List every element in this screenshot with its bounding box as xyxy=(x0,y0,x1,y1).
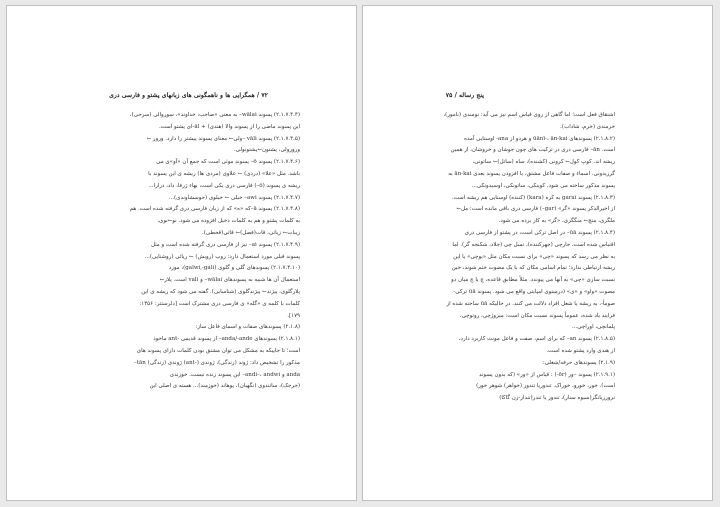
page-header xyxy=(363,92,712,104)
text-line: نرورزیانگر(سیوه سنار)، تندور یا تندر(تندار-زن گاکا) xyxy=(499,395,615,402)
text-line: anda و andi–، andwi– این پسوند زنده نیست. خوزندی xyxy=(169,371,300,378)
text-line: (۲.۱.۹.۱) پسوند –ور (ōr-) : قیاس از «ور» (که بدون پسوند xyxy=(479,371,615,378)
left-page xyxy=(6,5,357,501)
text-line: مذکور را تشخیص داد: ژوند (زندگی)، ژوندی (-ant) ژوندی (زندگی) tān– xyxy=(134,359,300,366)
text-line: (۲.۱.۷.۴.۴) پسوند wālai– به معنی «صاحب، خداوند»، سوروالی (سرحی)، xyxy=(129,112,300,118)
text-line: (۲.۱.۷.۴.۹) پسوند ai– نیز از فارسی دری گرفته شده است و مثل xyxy=(150,241,300,248)
text-line: (۲.۱.۸.۴) پسوند ūā– در اصل ترکی است، در پشتو از فارسی دری xyxy=(464,229,615,236)
text-line: است). خور، خورو، خوراک. تندوریا تندور (خواهر) شوهر خور) xyxy=(476,383,615,390)
text-line: صوماً-، به ریشه یا شغل افراد دلالت می کنند. در حالیکه ūā ساخته شده از xyxy=(446,300,615,307)
text-line: (جرجک)، ساتندوی (نگهبان)، پوهاند (خوزمند)... هسته ی اصلی این xyxy=(149,383,300,390)
text-line: (۲.۱.۸.۱) پسوندهای anda/-ande– از پسوند قدیمی -ant ماخوذ xyxy=(153,336,300,343)
text-line: پلمانچی، اوراچی... xyxy=(572,324,615,331)
text-line: پسوند قبلی مورد استعمال دارد: روپ (روبش) ← رپائی (روشنایی)... xyxy=(144,253,300,260)
running-header: پنج رساله / ۷۵ xyxy=(445,92,484,99)
page-body xyxy=(55,110,300,480)
text-line: از هندی وارد پشتو شده است. xyxy=(546,347,615,354)
text-line: پسوند مذکور ساخته می شود. کوینکی، ساتونکی، اوسیدونکی... xyxy=(471,182,615,189)
text-line: (۲.۱.۷.۴.۱۰) پسوندهای گلی و گلوی (galwi,-gali)، مورد xyxy=(168,265,300,272)
text-line: خرمندی (خرم، شاداب). xyxy=(560,123,615,130)
text-line: استعمال آن ها شبیه به پسوندهای wālai– و vali است. پلار← xyxy=(159,277,300,284)
text-line: ریشه ارتباطی ندارد؛ تمام اسامی مکان که با یک مصوت ختم شوند، حین xyxy=(451,265,615,272)
text-line: (۲.۱.۹) پسوندهای حرفه/شغلی: xyxy=(542,359,615,366)
text-line: اشتقاق فعل است؛ اما گاهی از روی قیاس اسم نیز می آید: نومندی (نامور)، xyxy=(443,112,615,118)
page-body xyxy=(425,110,615,480)
text-line: کلمات با کلمه ی «گله» ی فارسی دری مشترک است [دلرستتر: ۱۳۵۶: xyxy=(139,300,300,307)
running-header: ۷۲ / همگرایی ها و ناهمگونی های زبانهای پشتو و فارسی دری xyxy=(109,92,268,99)
text-line: به کلمات پشتو و هم به کلمات دخیل افزوده می شود. نو←نوی، xyxy=(157,218,300,225)
text-line: (۲.۱.۷.۴.۶) پسوند ō– پسوند موثی است که جمع آن «آو»ی می xyxy=(156,159,300,166)
text-line: (۲.۱.۸.۳) پسوند garai به کره (kara) (کننده) اوستایی هم ریشه است. xyxy=(452,194,615,201)
text-line: ملگری، منچ← منگگری، «گر» به کار برده می شود. xyxy=(498,218,615,225)
right-page xyxy=(362,5,713,501)
page-header xyxy=(7,92,356,104)
text-line: ریشه ی پسوند (ō–) فارسی دری یکی است، بهاء ژرفا، داد، درارا... xyxy=(148,182,300,189)
text-line: (۲.۱.۸) پسوندهای صفات و اسمای فاعل ساز: xyxy=(195,324,300,331)
text-line: (۲.۱.۷.۴.۸) پسوند ā–که «ه» که از زبان فارسی دری گرفته شده است. هم xyxy=(129,206,300,213)
text-line: نسبت سازی «چی» به آنها می پیوندد. مثلاً مطابق قاعده، چ یا چ میان دو xyxy=(451,277,615,284)
text-line: به نظر می رسد که پسوند «چی» برای نسبت مکان مثل «بوچی» یا این xyxy=(453,253,615,260)
text-line: (۲.۱.۷.۴.۵) پسوند vāli –ولی← معنای پسوند پیشتر را دارد. ورور ← xyxy=(146,135,300,142)
text-line: است. ān– فارسی دری در ترکیب های چون جوشان و خروشان، از همین xyxy=(450,147,615,154)
text-line: (۲.۱.۸.۵) پسوند an– که برای اسم، صفت و فاعل مونث کاربرد دارد، xyxy=(458,336,615,343)
text-line: (۲.۱.۷.۴.۷) پسوند awi– خیلی ← خیلوی (حوسشاوندی)... xyxy=(168,194,300,201)
text-line: پلارگلوی، پیژند← پیژندگلوی (شناسایی). گفته می شود که ریشه ی این xyxy=(141,288,300,295)
text-line: است؛ تا جاییکه به مشکل می توان مشتق بودن کلمات دارای پسوند های xyxy=(136,347,300,354)
text-line: باشد. مثل «علا» (دردی) ← علاوی (مردی ها) ریشه ی این پسوند با xyxy=(148,170,300,177)
text-line: از اخیرالذکر پسوند «گر» (gar–) فارسی دری باقی مانده است: مل← xyxy=(456,206,615,213)
text-line: اقتباس شده است، جارچی (جهرکننده)، نسل چی (جلاد، شکنجه گر). اما xyxy=(452,241,615,248)
text-line: ورورولی، پشتون←پشتونولی. xyxy=(234,147,300,154)
text-line: فرایند یاد شده، عموماً پسوند نسبت مکان است: میروژچی، روتوچی، xyxy=(459,312,615,319)
text-line: این پسوند ماضی را از پسوند والا (هندی) + āl-ای پشتو است. xyxy=(158,123,300,130)
text-line: ۱۷۹]. xyxy=(287,312,300,319)
text-line: ریشه اند. کوپ کول← کرونی (کشنده)، ساه (ساتل)← ساتونی، xyxy=(472,159,615,166)
text-line: (۲.۱.۸.۲) پسوندهای ūānī-، ān-kai و هردو از ana- اوستایی آمده xyxy=(464,135,615,142)
text-line: گرزیدونی. اسماء و صفات فاعل مشتق، با افزودن پسوند بعدی ān-kai به xyxy=(448,170,615,177)
text-line: مصوت «واو» و «ی» (درمیتوی امپایتی واقع می شود. پسوند ūā ترکی- xyxy=(453,288,615,295)
text-line: زیبات← زیاتی، قات(فصل)← قاتی(قحطی). xyxy=(202,229,300,236)
